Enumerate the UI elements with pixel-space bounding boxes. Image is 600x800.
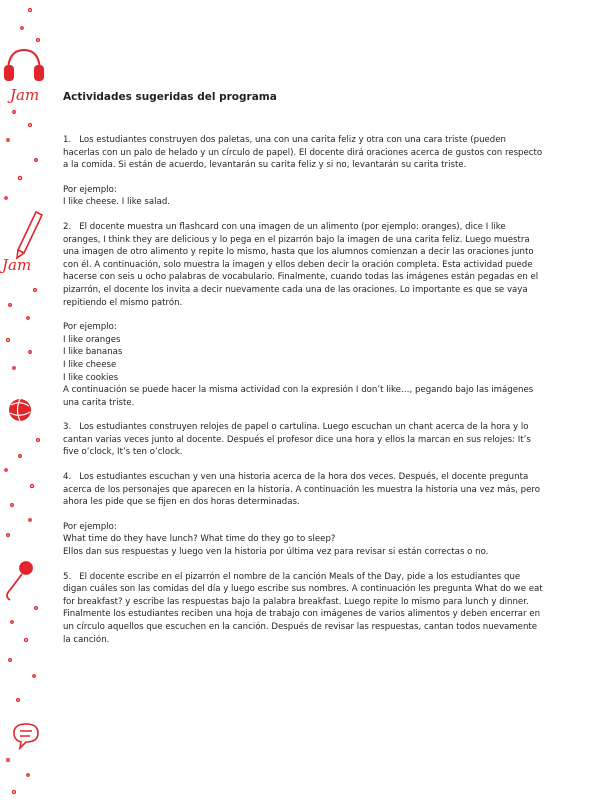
example-line: I like cookies bbox=[63, 372, 119, 383]
example-line: I like bananas bbox=[63, 347, 123, 358]
jam-word-1: Jam bbox=[10, 86, 40, 104]
activity-item-1 bbox=[63, 134, 543, 172]
item-number: 1. bbox=[63, 135, 72, 145]
pencil-icon bbox=[17, 212, 42, 258]
example-block-1 bbox=[63, 184, 543, 209]
item-text: Los estudiantes escuchan y ven una historia acerca de la hora dos veces. Después, el docente pregunta acerca de los personajes que aparecen en la historia. A continuación les muestra la historia una vez más, pero ahora les pide que se fijen en dos horas determinadas. bbox=[63, 472, 540, 508]
example-followup: A continuación se puede hacer la misma actividad con la expresión I don’t like…, pegando bajo las imágenes una carita triste. bbox=[63, 385, 534, 408]
example-line: I like cheese bbox=[63, 359, 117, 370]
globe-icon bbox=[9, 399, 31, 421]
example-label: Por ejemplo: bbox=[63, 322, 117, 333]
activity-item-5 bbox=[63, 571, 543, 647]
example-followup: Ellos dan sus respuestas y luego ven la historia por última vez para revisar si están correctas o no. bbox=[63, 547, 489, 558]
activity-item-4 bbox=[63, 471, 543, 509]
microphone-icon bbox=[7, 562, 32, 600]
item-text: Los estudiantes construyen dos paletas, una con una carita feliz y otra con una cara triste (pueden hacerlas con un palo de helado y un círculo de papel). El docente dirá oraciones acerca de gustos con respecto a la comida. Si están de acuerdo, levantarán su carita feliz y si no, levantarán su carita triste. bbox=[63, 135, 543, 171]
activities-section bbox=[63, 90, 543, 646]
activity-item-2 bbox=[63, 221, 543, 309]
item-number: 4. bbox=[63, 472, 72, 483]
example-block-2 bbox=[63, 321, 543, 409]
item-text: El docente muestra un flashcard con una imagen de un alimento (por ejemplo: oranges), dice I like oranges, I think they are delicious y lo pega en el pizarrón bajo la imagen de una carita feliz. Luego muestra una imagen de otro alimento y repite lo mismo, hasta que los alumnos comienzan a decir las oraciones junto con él. A continuación, solo muestra la imagen y ellos deben decir la oración completa. Esta actividad puede hacerse con seis u ocho palabras de vocabulario. Finalmente, cuando todas las imágenes están pegadas en el pizarrón, el docente los invita a decir nuevamente cada una de las oraciones. Lo importante es que se vaya repitiendo el mismo patrón. bbox=[63, 221, 539, 308]
speech-bubble-icon bbox=[14, 724, 38, 748]
item-number: 2. bbox=[63, 221, 72, 232]
jam-word-2: Jam bbox=[2, 256, 32, 274]
item-text: El docente escribe en el pizarrón el nombre de la canción Meals of the Day, pide a los estudiantes que digan cuáles son las comidas del día y luego escribe sus nombres. A continuación les pregunta What do we eat for breakfast? y escribe las respuestas bajo la palabra breakfast. Luego repite lo mismo para lunch y dinner. Finalmente los estudiantes reciben una hoja de trabajo con imágenes de varios alimentos y deben encerrar en un círculo aquellos que escuchen en la canción. Después de revisar las respuestas, cantan todos nuevamente la canción. bbox=[63, 571, 543, 645]
item-number: 5. bbox=[63, 571, 72, 582]
example-line: I like cheese. I like salad. bbox=[63, 197, 171, 208]
activity-item-3 bbox=[63, 421, 543, 459]
example-label: Por ejemplo: bbox=[63, 184, 117, 195]
item-number: 3. bbox=[63, 422, 72, 433]
example-block-4 bbox=[63, 521, 543, 559]
example-label: Por ejemplo: bbox=[63, 521, 117, 532]
page-title: Actividades sugeridas del programa bbox=[63, 91, 277, 103]
example-line: I like oranges bbox=[63, 334, 121, 345]
margin-decoration bbox=[0, 0, 50, 800]
item-text: Los estudiantes construyen relojes de papel o cartulina. Luego escuchan un chant acerca de la hora y lo cantan varias veces junto al docente. Después el profesor dice una hora y ellos la marcan en sus relojes: It’s five o’clock, It’s ten o’clock. bbox=[63, 422, 531, 458]
headphones-icon bbox=[5, 50, 43, 80]
example-line: What time do they have lunch? What time do they go to sleep? bbox=[63, 534, 336, 545]
